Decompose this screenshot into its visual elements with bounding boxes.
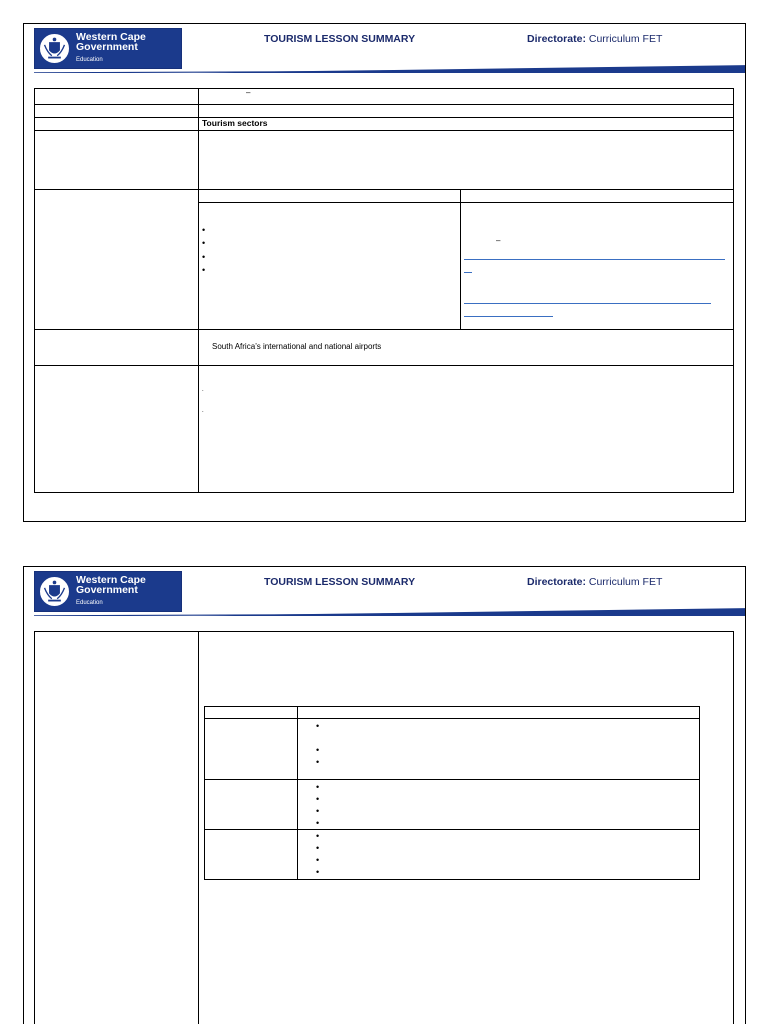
logo-text-western-cape: Western Cape xyxy=(76,574,146,586)
inner-row-divider xyxy=(204,718,700,719)
directorate xyxy=(527,576,662,588)
document-title: TOURISM LESSON SUMMARY xyxy=(264,576,416,588)
inner-bullet: • xyxy=(316,757,320,767)
inner-row-divider xyxy=(204,829,700,830)
resources-column-divider xyxy=(460,189,461,329)
inner-column-divider xyxy=(297,706,298,880)
row1-dash: – xyxy=(246,88,251,97)
directorate-label: Directorate: xyxy=(527,33,586,45)
objective-bullet: • xyxy=(202,252,206,262)
table-row-divider xyxy=(34,117,734,118)
document-page-1 xyxy=(23,23,746,522)
logo-text-government: Government xyxy=(76,41,138,53)
resource-link[interactable] xyxy=(464,259,725,260)
objective-bullet: • xyxy=(202,265,206,275)
inner-bullet: • xyxy=(316,818,320,828)
activity-dot: . xyxy=(202,408,204,414)
logo-text-education: Education xyxy=(76,57,103,63)
coat-of-arms-icon xyxy=(38,32,71,65)
inner-bullet: • xyxy=(316,745,320,755)
directorate-value: Curriculum FET xyxy=(588,576,663,588)
resources-dash: – xyxy=(496,236,501,245)
document-page-2 xyxy=(23,566,746,1024)
resource-link-wrap[interactable] xyxy=(464,316,553,317)
airports-text: South Africa’s international and national airports xyxy=(212,342,382,351)
resource-link-wrap[interactable] xyxy=(464,272,472,273)
table-column-divider xyxy=(198,88,199,493)
directorate xyxy=(527,33,662,45)
header-rule xyxy=(34,608,746,616)
lesson-summary-table xyxy=(34,88,734,493)
header-rule xyxy=(34,65,746,73)
table-row-divider xyxy=(34,365,734,366)
inner-bullet: • xyxy=(316,721,320,731)
coat-of-arms-icon xyxy=(38,575,71,608)
inner-bullet: • xyxy=(316,794,320,804)
inner-bullet: • xyxy=(316,867,320,877)
wcg-logo xyxy=(34,28,182,69)
table-row-divider xyxy=(34,329,734,330)
table-row-divider xyxy=(34,130,734,131)
table-column-divider xyxy=(198,631,199,1024)
activity-dot: . xyxy=(202,387,204,393)
inner-bullet: • xyxy=(316,855,320,865)
inner-bullet: • xyxy=(316,831,320,841)
logo-text-education: Education xyxy=(76,600,103,606)
wcg-logo xyxy=(34,571,182,612)
table-row-divider xyxy=(34,104,734,105)
table-row-divider xyxy=(34,189,734,190)
topic-tourism-sectors: Tourism sectors xyxy=(202,118,268,128)
inner-row-divider xyxy=(204,779,700,780)
logo-text-government: Government xyxy=(76,584,138,596)
resource-link[interactable] xyxy=(464,303,711,304)
inner-bullet: • xyxy=(316,782,320,792)
inner-bullet: • xyxy=(316,843,320,853)
logo-text-western-cape: Western Cape xyxy=(76,31,146,43)
table-row-divider xyxy=(198,202,734,203)
objective-bullet: • xyxy=(202,238,206,248)
directorate-label: Directorate: xyxy=(527,576,586,588)
document-title: TOURISM LESSON SUMMARY xyxy=(264,33,416,45)
objective-bullet: • xyxy=(202,225,206,235)
inner-bullet: • xyxy=(316,806,320,816)
sectors-inner-table xyxy=(204,706,700,880)
directorate-value: Curriculum FET xyxy=(588,33,663,45)
